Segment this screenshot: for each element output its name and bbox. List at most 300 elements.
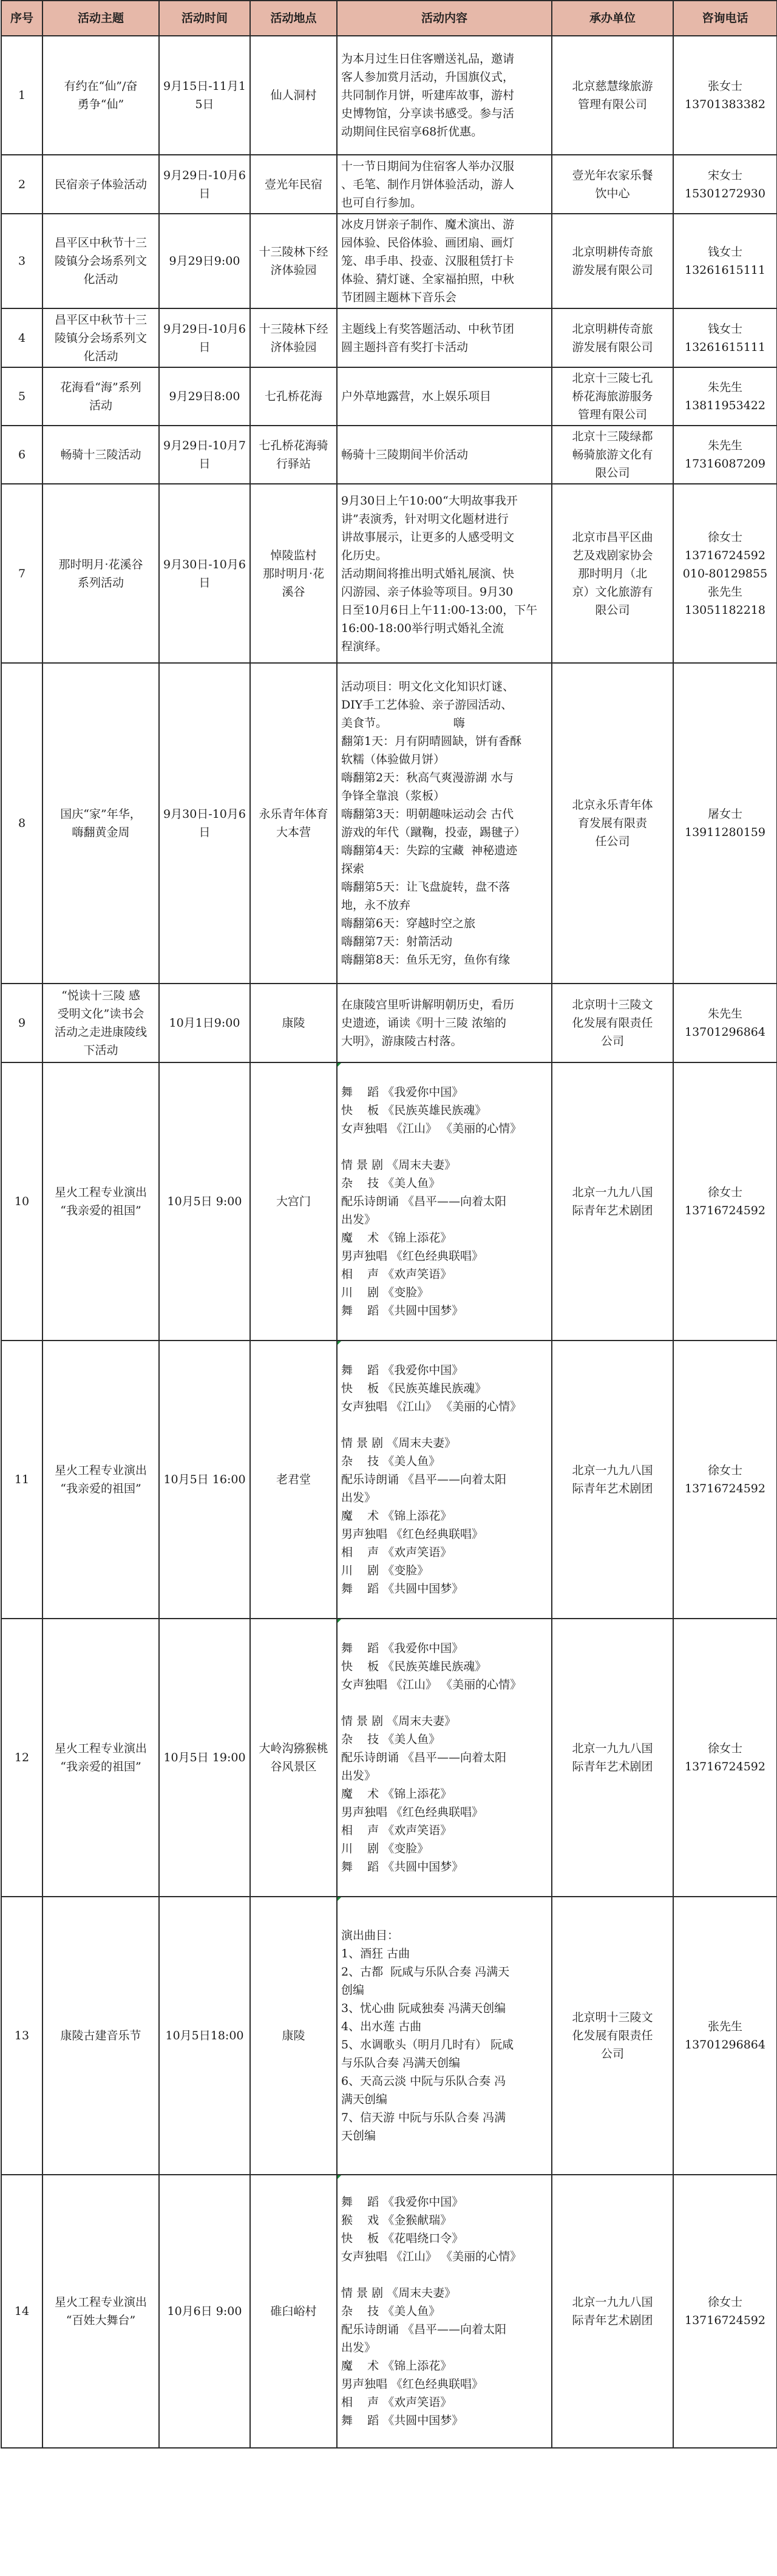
cell-theme-line: 受明文化”读书会 bbox=[57, 1007, 144, 1021]
cell-no: 2 bbox=[1, 155, 42, 214]
cell-phone bbox=[673, 1619, 777, 1897]
cell-content-line: 川 剧 《变脸》 bbox=[341, 1286, 429, 1299]
cell-organizer-line: 壹光年农家乐餐 bbox=[572, 168, 653, 182]
cell-place-line: 康陵 bbox=[282, 1016, 305, 1030]
header-row bbox=[1, 1, 777, 36]
cell-time-line: 10月5日 9:00 bbox=[167, 1195, 242, 1208]
cell-theme-line: 化活动 bbox=[83, 273, 118, 286]
cell-place-line: 七孔桥花海骑 bbox=[259, 439, 328, 452]
cell-content-line: 嗨翻第2天：秋高气爽漫游湖 水与 bbox=[341, 771, 514, 784]
cell-content-line: 地，永不放弃 bbox=[341, 899, 411, 912]
cell-content-line: 舞 蹈 《我爱你中国》 bbox=[341, 1642, 464, 1655]
cell-phone bbox=[673, 663, 777, 984]
cell-phone-line: 宋女士 bbox=[707, 168, 742, 182]
cell-content-line: 男声独唱 《红色经典联唱》 bbox=[341, 1528, 484, 1541]
cell-phone-line: 钱女士 bbox=[707, 322, 742, 336]
cell-place-line: 大本营 bbox=[276, 826, 311, 839]
cell-organizer-line: 京）文化旅游有 bbox=[572, 585, 653, 599]
cell-organizer-line: 那时明月（北 bbox=[577, 566, 647, 580]
cell-theme bbox=[42, 984, 159, 1062]
cell-place bbox=[250, 155, 337, 214]
cell-content-line: 相 声 《欢声笑语》 bbox=[341, 1546, 452, 1559]
cell-content-line bbox=[341, 1138, 548, 1156]
cell-theme bbox=[42, 214, 159, 308]
cell-content-line: 魔 术 《锦上添花》 bbox=[341, 2359, 452, 2373]
cell-time bbox=[159, 484, 250, 663]
cell-place bbox=[250, 984, 337, 1062]
cell-phone-line: 13261615111 bbox=[685, 263, 765, 277]
cell-phone-line: 13701383382 bbox=[685, 98, 765, 111]
cell-organizer bbox=[552, 367, 673, 426]
cell-organizer bbox=[552, 2175, 673, 2448]
cell-content-line: 4、出水莲 古曲 bbox=[341, 2020, 422, 2033]
cell-content-line: 快 板 《民族英雄民族魂》 bbox=[341, 1660, 487, 1673]
cell-place-line: 七孔桥花海 bbox=[264, 390, 322, 403]
cell-content-line: 川 剧 《变脸》 bbox=[341, 1842, 429, 1855]
cell-place bbox=[250, 1062, 337, 1341]
cell-content-line: 嗨翻第6天：穿越时空之旅 bbox=[341, 917, 476, 930]
cell-organizer-line: 限公司 bbox=[595, 466, 630, 480]
cell-theme-line: 陵镇分会场系列文 bbox=[54, 331, 147, 345]
cell-content-line: 舞 蹈 《共圆中国梦》 bbox=[341, 2414, 464, 2427]
cell-organizer-line: 北京明耕传奇旅 bbox=[572, 322, 653, 336]
cell-theme-line: 星火工程专业演出 bbox=[54, 2296, 147, 2309]
cell-phone-line: 13716724592 bbox=[685, 1482, 765, 1495]
cell-content-line: 7、信天游 中阮与乐队合奏 冯满 bbox=[341, 2111, 506, 2124]
cell-content bbox=[337, 2175, 552, 2448]
cell-phone-line: 13716724592 bbox=[685, 1204, 765, 1217]
cell-theme bbox=[42, 484, 159, 663]
cell-organizer bbox=[552, 484, 673, 663]
cell-theme bbox=[42, 2175, 159, 2448]
cell-place bbox=[250, 1341, 337, 1619]
cell-organizer bbox=[552, 1062, 673, 1341]
cell-content-line: 快 板 《花唱绕口令》 bbox=[341, 2232, 464, 2245]
cell-place-line: 大宫门 bbox=[276, 1195, 311, 1208]
cell-content-line: 猴 戏 《金猴献瑞》 bbox=[341, 2214, 452, 2227]
cell-content-line: 川 剧 《变脸》 bbox=[341, 1564, 429, 1577]
cell-theme-line: 畅骑十三陵活动 bbox=[60, 448, 141, 461]
cell-content-line: 嗨翻第7天：射箭活动 bbox=[341, 935, 453, 948]
cell-place bbox=[250, 426, 337, 484]
cell-place-line: 行驿站 bbox=[276, 457, 311, 471]
cell-time bbox=[159, 426, 250, 484]
cell-content-line: 2、古都 阮咸与乐队合奏 冯满天 bbox=[341, 1965, 510, 1979]
cell-phone bbox=[673, 36, 777, 155]
cell-time bbox=[159, 984, 250, 1062]
cell-place bbox=[250, 214, 337, 308]
cell-time bbox=[159, 308, 250, 367]
cell-no: 14 bbox=[1, 2175, 42, 2448]
table-row bbox=[1, 2175, 777, 2448]
cell-content-line: 探索 bbox=[341, 862, 365, 875]
cell-theme bbox=[42, 663, 159, 984]
cell-organizer-line: 际青年艺术剧团 bbox=[572, 1204, 653, 1217]
cell-organizer-line: 北京一九九八国 bbox=[572, 2296, 653, 2309]
table-row bbox=[1, 663, 777, 984]
cell-time-line: 10月5日 16:00 bbox=[163, 1473, 246, 1486]
cell-content-line: 活动项目：明文化文化知识灯谜、 bbox=[341, 680, 515, 693]
cell-theme-line: 民宿亲子体验活动 bbox=[54, 177, 147, 191]
cell-content-line: 节团圆主题林下音乐会 bbox=[341, 291, 457, 304]
cell-organizer-line: 游发展有限公司 bbox=[572, 263, 653, 277]
cell-content-line: 舞 蹈 《共圆中国梦》 bbox=[341, 1304, 464, 1317]
cell-content-line: 满天创编 bbox=[341, 2093, 388, 2106]
cell-content-line: 翻第1天：月有阴晴圆缺，饼有香酥 bbox=[341, 735, 522, 748]
cell-content-line: 魔 术 《锦上添花》 bbox=[341, 1231, 452, 1245]
cell-place-line: 永乐青年体育 bbox=[259, 807, 328, 821]
cell-content-line: 男声独唱 《红色经典联唱》 bbox=[341, 1249, 484, 1263]
cell-time bbox=[159, 1062, 250, 1341]
cell-time bbox=[159, 36, 250, 155]
cell-place-line: 壹光年民宿 bbox=[264, 177, 322, 191]
cell-content-line: 1、酒狂 古曲 bbox=[341, 1947, 410, 1960]
cell-place-line: 那时明月·花 bbox=[262, 566, 325, 580]
cell-place-line: 十三陵林下经 bbox=[259, 322, 328, 336]
cell-content-line: 程演绎。 bbox=[341, 639, 388, 653]
cell-content-line: 魔 术 《锦上添花》 bbox=[341, 1787, 452, 1801]
cell-theme-line: 星火工程专业演出 bbox=[54, 1186, 147, 1199]
cell-content-line: 魔 术 《锦上添花》 bbox=[341, 1509, 452, 1523]
cell-organizer-line: 育发展有限责 bbox=[577, 817, 647, 830]
cell-time-line: 9月29日8:00 bbox=[169, 390, 240, 403]
cell-organizer bbox=[552, 984, 673, 1062]
cell-organizer-line: 游发展有限公司 bbox=[572, 340, 653, 354]
cell-theme-line: “悦读十三陵 感 bbox=[61, 989, 140, 1002]
cell-theme-line: “我亲爱的祖国” bbox=[60, 1204, 141, 1217]
cell-content bbox=[337, 155, 552, 214]
cell-phone-line: 张女士 bbox=[707, 80, 742, 93]
cell-organizer-line: 北京一九九八国 bbox=[572, 1464, 653, 1477]
cell-content-line: 史遗迹，诵读《明十三陵 浓缩的 bbox=[341, 1016, 507, 1030]
cell-theme-line: 康陵古建音乐节 bbox=[60, 2029, 141, 2042]
cell-time-line: 9月15日-11月15日 bbox=[163, 80, 246, 111]
cell-content-line bbox=[341, 2266, 548, 2284]
cell-content-line: 男声独唱 《红色经典联唱》 bbox=[341, 2377, 484, 2391]
cell-phone bbox=[673, 1341, 777, 1619]
cell-content-line: 软糯（体验做月饼） bbox=[341, 753, 446, 766]
cell-content bbox=[337, 1341, 552, 1619]
cell-organizer-line: 艺及戏剧家协会 bbox=[572, 548, 653, 562]
cell-no: 3 bbox=[1, 214, 42, 308]
cell-organizer-line: 北京慈慧缘旅游 bbox=[572, 80, 653, 93]
cell-time bbox=[159, 155, 250, 214]
table-row bbox=[1, 1619, 777, 1897]
cell-no: 11 bbox=[1, 1341, 42, 1619]
cell-phone-line: 13716724592 bbox=[685, 548, 765, 562]
cell-content-line: 闪游园、亲子体验等项目。9月30 bbox=[341, 585, 514, 599]
cell-content-line: 讲故事展示，让更多的人感受明文 bbox=[341, 530, 515, 544]
cell-content-line: 与乐队合奏 冯满天创编 bbox=[341, 2056, 461, 2070]
cell-content-line: 活动期间将推出明式婚礼展演、快 bbox=[341, 566, 515, 580]
cell-organizer bbox=[552, 308, 673, 367]
table-row bbox=[1, 984, 777, 1062]
cell-time bbox=[159, 1341, 250, 1619]
cell-time-line: 10月5日18:00 bbox=[165, 2029, 244, 2042]
cell-place-line: 康陵 bbox=[282, 2029, 305, 2042]
cell-organizer-line: 公司 bbox=[600, 2047, 624, 2061]
cell-content-line: 游戏的年代（蹴鞠，投壶，踢毽子） bbox=[341, 826, 526, 839]
cell-organizer-line: 北京十三陵绿都 bbox=[572, 430, 653, 443]
cell-content-line: 舞 蹈 《共圆中国梦》 bbox=[341, 1582, 464, 1596]
cell-content-line: 动期间住民宿享68折优惠。 bbox=[341, 125, 483, 138]
cell-content-line: 快 板 《民族英雄民族魂》 bbox=[341, 1104, 487, 1117]
cell-place-line: 济体验园 bbox=[270, 263, 317, 277]
cell-theme-line: 那时明月·花溪谷 bbox=[58, 557, 143, 571]
cell-place-line: 老君堂 bbox=[276, 1473, 311, 1486]
cell-theme bbox=[42, 155, 159, 214]
cell-phone-line: 13701296864 bbox=[685, 1025, 765, 1039]
cell-content-line: 相 声 《欢声笑语》 bbox=[341, 1824, 452, 1837]
cell-organizer-line: 北京永乐青年体 bbox=[572, 798, 653, 812]
cell-theme-line: “我亲爱的祖国” bbox=[60, 1760, 141, 1773]
cell-theme-line: 下活动 bbox=[83, 1044, 118, 1057]
cell-phone bbox=[673, 308, 777, 367]
cell-content-line: 配乐诗朗诵 《昌平——向着太阳 bbox=[341, 2323, 507, 2336]
cell-organizer-line: 北京市昌平区曲 bbox=[572, 530, 653, 544]
cell-content-line: 也可自行参加。 bbox=[341, 195, 422, 209]
cell-time-line: 9月29日9:00 bbox=[169, 254, 240, 268]
cell-content-line: 、毛笔、制作月饼体验活动，游人 bbox=[341, 177, 515, 191]
cell-organizer-line: 北京十三陵七孔 bbox=[572, 372, 653, 385]
cell-content-line: 16:00-18:00举行明式婚礼全流 bbox=[341, 621, 504, 635]
table-row bbox=[1, 1062, 777, 1341]
cell-content bbox=[337, 367, 552, 426]
cell-theme-line: 化活动 bbox=[83, 349, 118, 363]
cell-theme-line: 星火工程专业演出 bbox=[54, 1464, 147, 1477]
cell-organizer-line: 际青年艺术剧团 bbox=[572, 1760, 653, 1773]
cell-phone-line: 屠女士 bbox=[707, 807, 742, 821]
cell-place bbox=[250, 484, 337, 663]
cell-phone-line: 朱先生 bbox=[707, 1007, 742, 1021]
cell-phone-line: 张先生 bbox=[707, 2020, 742, 2033]
cell-content-line: 相 声 《欢声笑语》 bbox=[341, 1268, 452, 1281]
cell-phone bbox=[673, 2175, 777, 2448]
cell-time-line: 9月29日-10月6日 bbox=[163, 168, 246, 200]
table-row bbox=[1, 1341, 777, 1619]
cell-organizer-line: 管理有限公司 bbox=[577, 408, 647, 421]
table-row bbox=[1, 214, 777, 308]
cell-content-line: 女声独唱 《江山》 《美丽的心情》 bbox=[341, 1678, 522, 1691]
cell-phone-line: 13911280159 bbox=[685, 826, 765, 839]
cell-theme bbox=[42, 36, 159, 155]
cell-organizer-line: 畅骑旅游文化有 bbox=[572, 448, 653, 461]
cell-content bbox=[337, 984, 552, 1062]
cell-organizer bbox=[552, 155, 673, 214]
cell-content bbox=[337, 426, 552, 484]
cell-phone-line: 张先生 bbox=[707, 585, 742, 599]
cell-content-line bbox=[341, 1694, 548, 1712]
cell-organizer bbox=[552, 1619, 673, 1897]
cell-place bbox=[250, 367, 337, 426]
cell-theme-line: 昌平区中秋节十三 bbox=[54, 313, 147, 327]
cell-content-line: 快 板 《民族英雄民族魂》 bbox=[341, 1382, 487, 1395]
cell-phone bbox=[673, 426, 777, 484]
cell-no: 13 bbox=[1, 1897, 42, 2175]
header-content: 活动内容 bbox=[337, 1, 552, 36]
cell-content-line: 化历史。 bbox=[341, 548, 388, 562]
table-row bbox=[1, 484, 777, 663]
cell-organizer bbox=[552, 214, 673, 308]
cell-content-line: 出发》 bbox=[341, 1213, 376, 1226]
cell-phone-line: 13261615111 bbox=[685, 340, 765, 354]
cell-content-line: 嗨翻第8天：鱼乐无穷，鱼你有缘 bbox=[341, 953, 511, 967]
cell-no: 7 bbox=[1, 484, 42, 663]
cell-organizer bbox=[552, 1341, 673, 1619]
cell-content-line: 相 声 《欢声笑语》 bbox=[341, 2396, 452, 2409]
table-body bbox=[1, 36, 777, 2448]
cell-content bbox=[337, 1897, 552, 2175]
cell-organizer-line: 饮中心 bbox=[595, 186, 630, 200]
cell-content-line: 女声独唱 《江山》 《美丽的心情》 bbox=[341, 2250, 522, 2263]
cell-theme-line: 昌平区中秋节十三 bbox=[54, 236, 147, 250]
cell-phone-line: 徐女士 bbox=[707, 1186, 742, 1199]
cell-theme-line: 活动 bbox=[89, 399, 112, 412]
cell-content-line: 创编 bbox=[341, 1983, 365, 1997]
cell-theme bbox=[42, 1062, 159, 1341]
cell-content bbox=[337, 308, 552, 367]
cell-content-line: 舞 蹈 《我爱你中国》 bbox=[341, 1364, 464, 1377]
cell-theme-line: 活动之走进康陵线 bbox=[54, 1025, 147, 1039]
table-row bbox=[1, 36, 777, 155]
cell-content-line: 女声独唱 《江山》 《美丽的心情》 bbox=[341, 1400, 522, 1413]
cell-content-line: 舞 蹈 《我爱你中国》 bbox=[341, 2195, 464, 2209]
cell-place-line: 谷风景区 bbox=[270, 1760, 317, 1773]
cell-theme bbox=[42, 308, 159, 367]
cell-content-line: 天创编 bbox=[341, 2129, 376, 2143]
cell-content-line: 配乐诗朗诵 《昌平——向着太阳 bbox=[341, 1751, 507, 1764]
cell-organizer-line: 限公司 bbox=[595, 603, 630, 617]
cell-organizer-line: 化发展有限责任 bbox=[572, 1016, 653, 1030]
cell-content-line: 嗨翻第5天：让飞盘旋转，盘不落 bbox=[341, 880, 511, 894]
cell-time-line: 9月29日-10月7日 bbox=[163, 439, 246, 471]
cell-content-line: 十一节日期间为住宿客人举办汉服 bbox=[341, 159, 515, 173]
cell-content-line: 杂 技 《美人鱼》 bbox=[341, 1177, 441, 1190]
cell-content-line: 演出曲目： bbox=[341, 1929, 399, 1942]
cell-theme-line: 勇争“仙” bbox=[77, 98, 124, 111]
cell-content bbox=[337, 214, 552, 308]
cell-phone-line: 徐女士 bbox=[707, 1742, 742, 1755]
cell-theme-line: 花海看“海”系列 bbox=[60, 381, 141, 394]
header-no: 序号 bbox=[1, 1, 42, 36]
cell-organizer-line: 北京一九九八国 bbox=[572, 1742, 653, 1755]
cell-content-line: 出发》 bbox=[341, 1491, 376, 1504]
cell-content bbox=[337, 1062, 552, 1341]
cell-place-line: 十三陵林下经 bbox=[259, 245, 328, 259]
cell-phone-line: 15301272930 bbox=[685, 186, 765, 200]
cell-phone-line: 13701296864 bbox=[685, 2038, 765, 2051]
cell-content-line: 主题线上有奖答题活动、中秋节团 bbox=[341, 322, 515, 336]
cell-phone-line: 13051182218 bbox=[685, 603, 765, 617]
cell-phone-line: 钱女士 bbox=[707, 245, 742, 259]
cell-place bbox=[250, 1897, 337, 2175]
cell-content-line: 冰皮月饼亲子制作、魔术演出、游 bbox=[341, 218, 515, 231]
cell-content-line: 情 景 剧 《周末夫妻》 bbox=[341, 1715, 456, 1728]
cell-content-line: 杂 技 《美人鱼》 bbox=[341, 1733, 441, 1746]
cell-content bbox=[337, 36, 552, 155]
cell-no: 10 bbox=[1, 1062, 42, 1341]
cell-organizer-line: 北京一九九八国 bbox=[572, 1186, 653, 1199]
cell-time-line: 10月6日 9:00 bbox=[167, 2305, 242, 2318]
cell-theme-line: 有约在“仙”/奋 bbox=[64, 80, 138, 93]
cell-no: 1 bbox=[1, 36, 42, 155]
cell-place-line: 仙人洞村 bbox=[270, 89, 317, 102]
cell-content-line: 嗨翻第4天：失踪的宝藏 神秘遗迹 bbox=[341, 844, 518, 857]
cell-time bbox=[159, 367, 250, 426]
cell-organizer bbox=[552, 663, 673, 984]
cell-content-line: 为本月过生日住客赠送礼品，邀请 bbox=[341, 52, 515, 66]
cell-phone bbox=[673, 984, 777, 1062]
cell-content-line: 大明》，游康陵古村落。 bbox=[341, 1035, 463, 1048]
cell-place-line: 溪谷 bbox=[282, 585, 305, 599]
cell-content-line: 共同制作月饼，听建库故事，游村 bbox=[341, 89, 515, 102]
cell-organizer-line: 任公司 bbox=[595, 835, 630, 848]
cell-theme bbox=[42, 1619, 159, 1897]
cell-no: 9 bbox=[1, 984, 42, 1062]
cell-place-line: 济体验园 bbox=[270, 340, 317, 354]
cell-time bbox=[159, 2175, 250, 2448]
cell-phone bbox=[673, 214, 777, 308]
cell-no: 8 bbox=[1, 663, 42, 984]
cell-content-line: 舞 蹈 《共圆中国梦》 bbox=[341, 1860, 464, 1874]
cell-content-line: 园体验、民俗体验、画团扇、画灯 bbox=[341, 236, 515, 250]
cell-content-line: 情 景 剧 《周末夫妻》 bbox=[341, 2286, 456, 2300]
cell-content-line: 日至10月6日上午11:00-13:00，下午 bbox=[341, 603, 538, 617]
table-row bbox=[1, 1897, 777, 2175]
cell-phone bbox=[673, 367, 777, 426]
cell-content-line: 嗨翻第3天：明朝趣味运动会 古代 bbox=[341, 807, 514, 821]
cell-content bbox=[337, 484, 552, 663]
cell-phone-line: 13716724592 bbox=[685, 2314, 765, 2327]
cell-organizer-line: 北京明耕传奇旅 bbox=[572, 245, 653, 259]
cell-content-line: 情 景 剧 《周末夫妻》 bbox=[341, 1436, 456, 1450]
cell-phone bbox=[673, 1897, 777, 2175]
table-row bbox=[1, 367, 777, 426]
cell-phone-line: 010-80129855 bbox=[682, 566, 768, 580]
cell-content-line: 情 景 剧 《周末夫妻》 bbox=[341, 1158, 456, 1172]
cell-content-line: 9月30日上午10:00“大明故事我开 bbox=[341, 494, 518, 508]
cell-organizer bbox=[552, 36, 673, 155]
cell-place bbox=[250, 1619, 337, 1897]
header-place: 活动地点 bbox=[250, 1, 337, 36]
cell-place-line: 大岭沟猕猴桃 bbox=[259, 1742, 328, 1755]
cell-place bbox=[250, 663, 337, 984]
cell-content-line: 杂 技 《美人鱼》 bbox=[341, 1455, 441, 1468]
cell-organizer-line: 化发展有限责任 bbox=[572, 2029, 653, 2042]
cell-theme-line: “百姓大舞台” bbox=[66, 2314, 136, 2327]
cell-content-line: 笼、串手串、投壶、汉服租赁打卡 bbox=[341, 254, 515, 268]
cell-content-line: 体验、猜灯谜、全家福拍照，中秋 bbox=[341, 273, 515, 286]
cell-content-line: 史博物馆，分享读书感受。参与活 bbox=[341, 107, 515, 120]
cell-place bbox=[250, 308, 337, 367]
cell-phone bbox=[673, 1062, 777, 1341]
cell-time bbox=[159, 1897, 250, 2175]
cell-content-line: 户外草地露营，水上娱乐项目 bbox=[341, 390, 492, 403]
cell-place-line: 碓臼峪村 bbox=[270, 2305, 317, 2318]
cell-theme-line: 星火工程专业演出 bbox=[54, 1742, 147, 1755]
table-row bbox=[1, 426, 777, 484]
cell-content-line: 3、忧心曲 阮咸独奏 冯满天创编 bbox=[341, 2002, 506, 2015]
cell-content-line: 客人参加赏月活动，升国旗仪式， bbox=[341, 70, 515, 84]
cell-time bbox=[159, 663, 250, 984]
cell-organizer-line: 桥花海旅游服务 bbox=[572, 390, 653, 403]
cell-phone-line: 13811953422 bbox=[685, 399, 765, 412]
cell-phone-line: 13716724592 bbox=[685, 1760, 765, 1773]
cell-content-line: 配乐诗朗诵 《昌平——向着太阳 bbox=[341, 1473, 507, 1486]
cell-phone-line: 徐女士 bbox=[707, 2296, 742, 2309]
cell-organizer bbox=[552, 426, 673, 484]
cell-content-line: 讲”表演秀，针对明文化题材进行 bbox=[341, 512, 509, 526]
